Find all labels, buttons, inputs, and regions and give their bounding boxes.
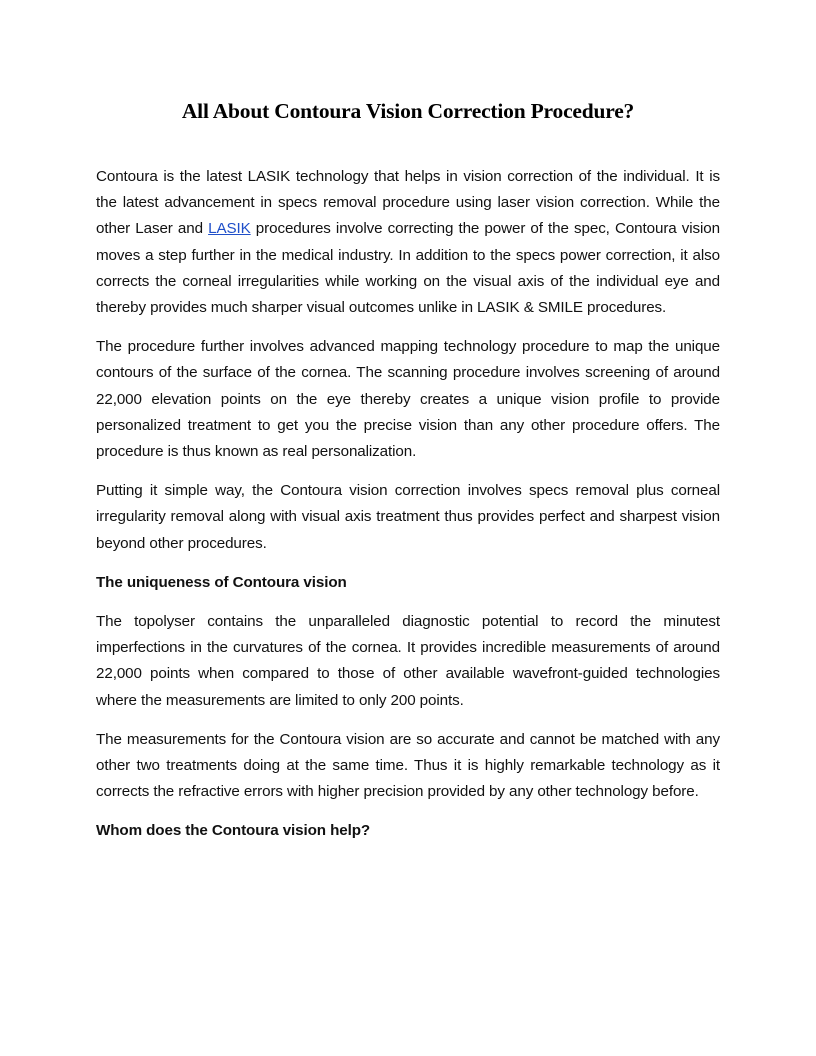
paragraph-topolyser: The topolyser contains the unparalleled diagnostic potential to record the minutest imperfections in the curvatures of the cornea. It provides incredible measurements of around 22,000 points when compared to those of other available wavefront-guided technologies where the measurements are limited to only 200 points. bbox=[96, 613, 720, 709]
section-heading-uniqueness: The uniqueness of Contoura vision bbox=[96, 573, 347, 591]
paragraph-summary: Putting it simple way, the Contoura vision correction involves specs removal plus corneal irregularity removal along with visual axis treatment thus provides perfect and sharpest vision beyond other procedures. bbox=[96, 482, 720, 552]
page-title: All About Contoura Vision Correction Procedure? bbox=[181, 99, 635, 123]
paragraph-mapping: The procedure further involves advanced mapping technology procedure to map the unique contours of the surface of the cornea. The scanning procedure involves screening of around 22,000 elevation points on the eye thereby creates a unique vision profile to provide personalized treatment to get you the precise vision than any other procedure offers. The procedure is thus known as real personalization. bbox=[96, 338, 720, 461]
paragraph-intro-text-after: procedures involve correcting the power of the spec, Contoura vision moves a step further in the medical industry. In addition to the specs power correction, it also corrects the corneal irregularities while working on the visual axis of the individual eye and thereby provides much sharper visual outcomes unlike in LASIK & SMILE procedures. bbox=[96, 220, 720, 317]
section-heading-who-it-helps: Whom does the Contoura vision help? bbox=[96, 822, 371, 840]
paragraph-accuracy: The measurements for the Contoura vision are so accurate and cannot be matched with any other two treatments doing at the same time. Thus it is highly remarkable technology as it corrects the refractive errors with higher precision provided by any other technology before. bbox=[96, 730, 720, 801]
paragraph-intro bbox=[96, 164, 720, 321]
document-page bbox=[96, 96, 720, 858]
lasik-link[interactable]: LASIK bbox=[208, 220, 251, 238]
paragraph-intro-text-before: Contoura is the latest LASIK technology that helps in vision correction of the individual. It is the latest advancement in specs removal procedure using laser vision correction. While the other Laser and bbox=[96, 168, 720, 238]
